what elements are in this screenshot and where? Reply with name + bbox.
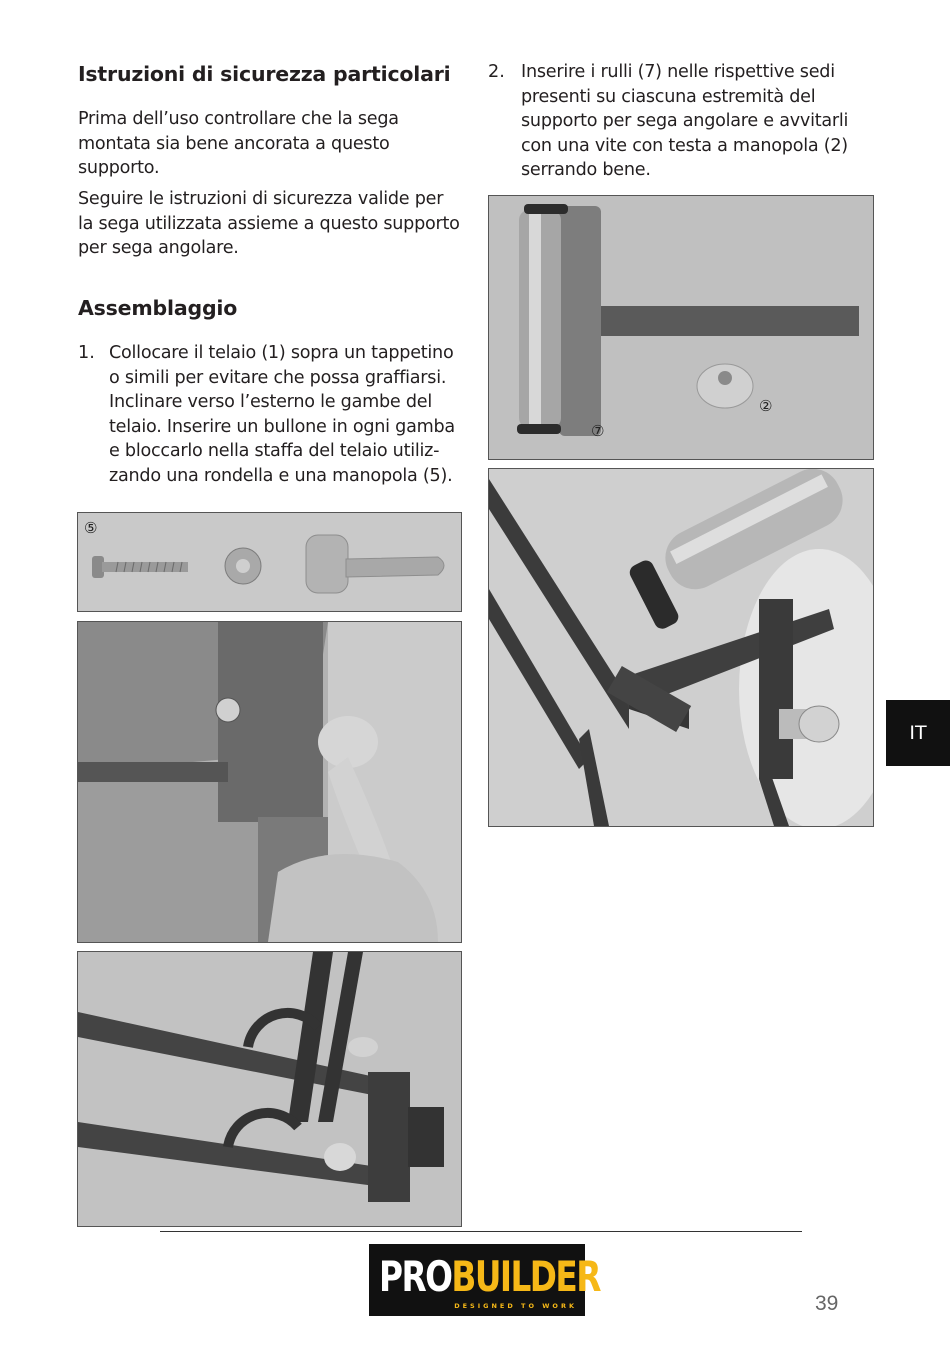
text-line: supporto per sega angolare e avvitarli xyxy=(521,111,849,132)
text-line: la sega utilizzata assieme a questo supporto xyxy=(78,213,460,234)
language-tab-label: IT xyxy=(909,722,927,744)
text-line: presenti su ciascuna estremità del xyxy=(521,86,816,107)
page-number: 39 xyxy=(815,1292,839,1315)
assembled-roller-photo xyxy=(488,468,874,827)
text-line: telaio. Inserire un bullone in ogni gamba xyxy=(109,416,455,437)
text-line: zando una rondella e una manopola (5). xyxy=(109,465,453,486)
logo-wordmark xyxy=(379,1252,600,1301)
text-line: con una vite con testa a manopola (2) xyxy=(521,135,848,156)
text-line: Prima dell’uso controllare che la sega xyxy=(78,109,399,129)
parts-photo xyxy=(77,512,462,612)
roller-parts-photo xyxy=(488,195,874,460)
text-line: serrando bene. xyxy=(521,160,651,181)
text-line: montata sia bene ancorata a questo xyxy=(78,133,390,154)
leg-assembly-photo xyxy=(77,621,462,943)
frame-photo xyxy=(77,951,462,1227)
logo-tagline: DESIGNED TO WORK xyxy=(454,1302,577,1310)
safety-paragraph-2 xyxy=(78,187,468,261)
callout-2: ② xyxy=(759,397,773,415)
language-tab xyxy=(886,700,950,766)
callout-7: ⑦ xyxy=(591,422,605,440)
text-line: Collocare il telaio (1) sopra un tappetino xyxy=(109,343,454,363)
text-line: per sega angolare. xyxy=(78,238,239,259)
probuilder-logo xyxy=(369,1244,600,1316)
text-line: supporto. xyxy=(78,158,160,179)
text-line: Inserire i rulli (7) nelle rispettive sedi xyxy=(521,62,835,82)
safety-heading: Istruzioni di sicurezza particolari xyxy=(78,62,451,86)
step-2-number: 2. xyxy=(488,62,505,82)
text-line: o simili per evitare che possa graffiarsi. xyxy=(109,367,447,388)
footer-rule xyxy=(160,1231,802,1232)
text-line: e bloccarlo nella staffa del telaio utiliz- xyxy=(109,441,440,462)
logo-pro: PRO xyxy=(379,1252,452,1301)
step-1-number: 1. xyxy=(78,343,95,363)
logo-builder: BUILDER xyxy=(451,1252,600,1301)
text-line: Inclinare verso l’esterno le gambe del xyxy=(109,392,432,413)
step-1-text xyxy=(109,341,469,489)
safety-paragraph-1 xyxy=(78,107,458,181)
step-2-text xyxy=(521,60,881,183)
text-line: Seguire le istruzioni di sicurezza valide per xyxy=(78,189,444,209)
assembly-heading: Assemblaggio xyxy=(78,296,238,320)
callout-5: ⑤ xyxy=(84,519,98,537)
